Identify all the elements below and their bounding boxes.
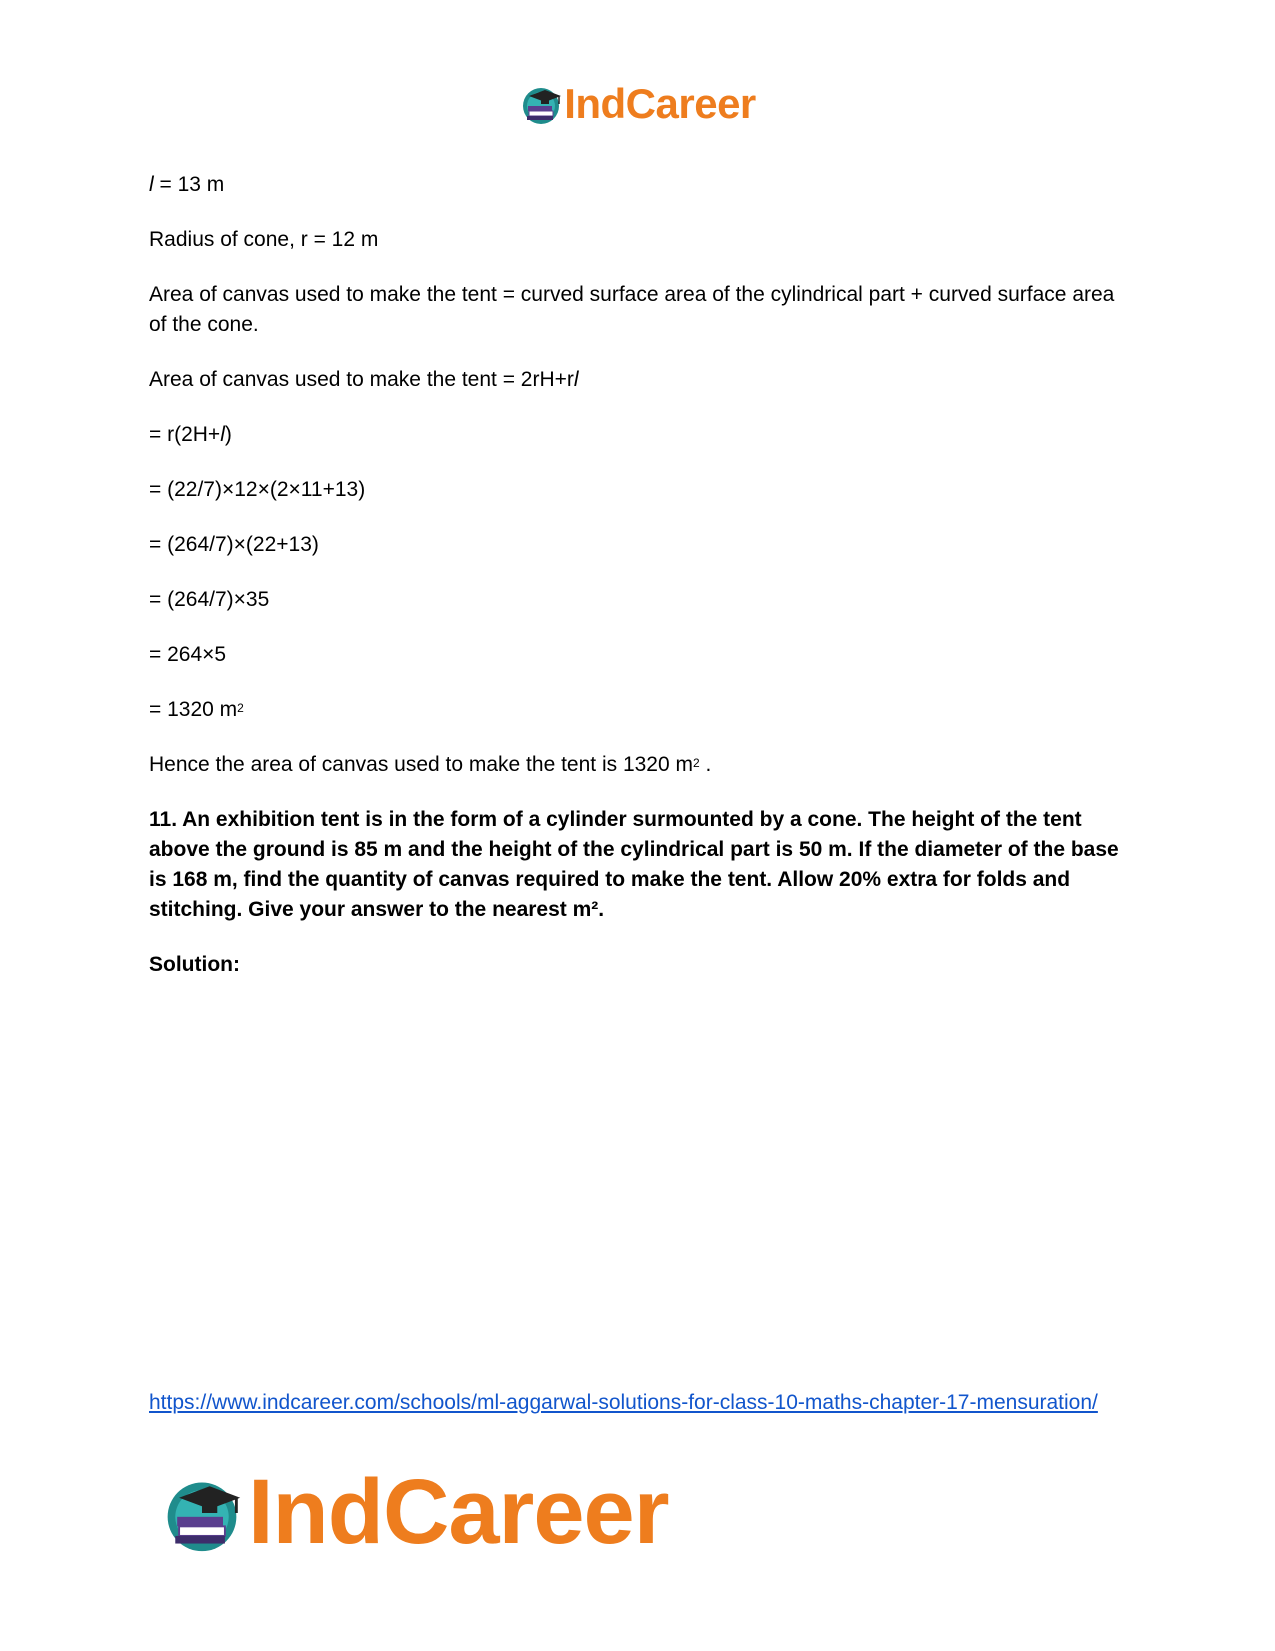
l-symbol: l [573,368,579,391]
step-3: = (264/7)×(22+13) [149,533,319,556]
solution-label: Solution: [149,953,240,976]
conclusion-line [149,750,1129,780]
step-6-superscript: 2 [237,701,244,715]
logo-text: IndCareer [248,1461,669,1563]
graduation-globe-icon [160,1471,244,1555]
step-1 [149,420,1129,450]
radius-line: Radius of cone, r = 12 m [149,228,379,251]
conclusion-prefix: Hence the area of canvas used to make the tent is 1320 m [149,753,693,776]
l-symbol: l [220,423,225,446]
step-1-suffix: ) [224,423,232,446]
logo-text: IndCareer [564,80,756,127]
indcareer-logo [160,1460,669,1565]
page-content [149,170,1129,1005]
area-formula-prefix: Area of canvas used to make the tent = 2rH+r [149,368,574,391]
conclusion-superscript: 2 [693,756,700,770]
footer-logo [160,1460,669,1565]
footer-link[interactable]: https://www.indcareer.com/schools/ml-aggarwal-solutions-for-class-10-maths-chapter-17-mensuration/ [149,1391,1098,1414]
l-value: = 13 m [153,173,225,196]
step-1-prefix: = r(2H+ [149,423,221,446]
area-formula-line [149,365,1129,395]
question-11: 11. An exhibition tent is in the form of a cylinder surmounted by a cone. The height of the tent above the ground is 85 m and the height of the cylindrical part is 50 m. If the diameter of the base is 168 m, find the quantity of canvas required to make the tent. Allow 20% extra for folds and stitching. Give your answer to the nearest m². [149,808,1119,921]
step-6-prefix: = 1320 m [149,698,238,721]
step-5: = 264×5 [149,643,227,666]
l-symbol: l [149,173,154,196]
conclusion-suffix: . [699,753,712,776]
step-6 [149,695,1129,725]
step-2: = (22/7)×12×(2×11+13) [149,478,366,501]
graduation-globe-icon [519,82,563,126]
indcareer-logo [519,80,756,128]
area-definition-line: Area of canvas used to make the tent = curved surface area of the cylindrical part + curved surface area of the cone. [149,283,1115,336]
slant-height-line [149,170,1129,200]
header-logo [0,80,1275,128]
step-4: = (264/7)×35 [149,588,270,611]
